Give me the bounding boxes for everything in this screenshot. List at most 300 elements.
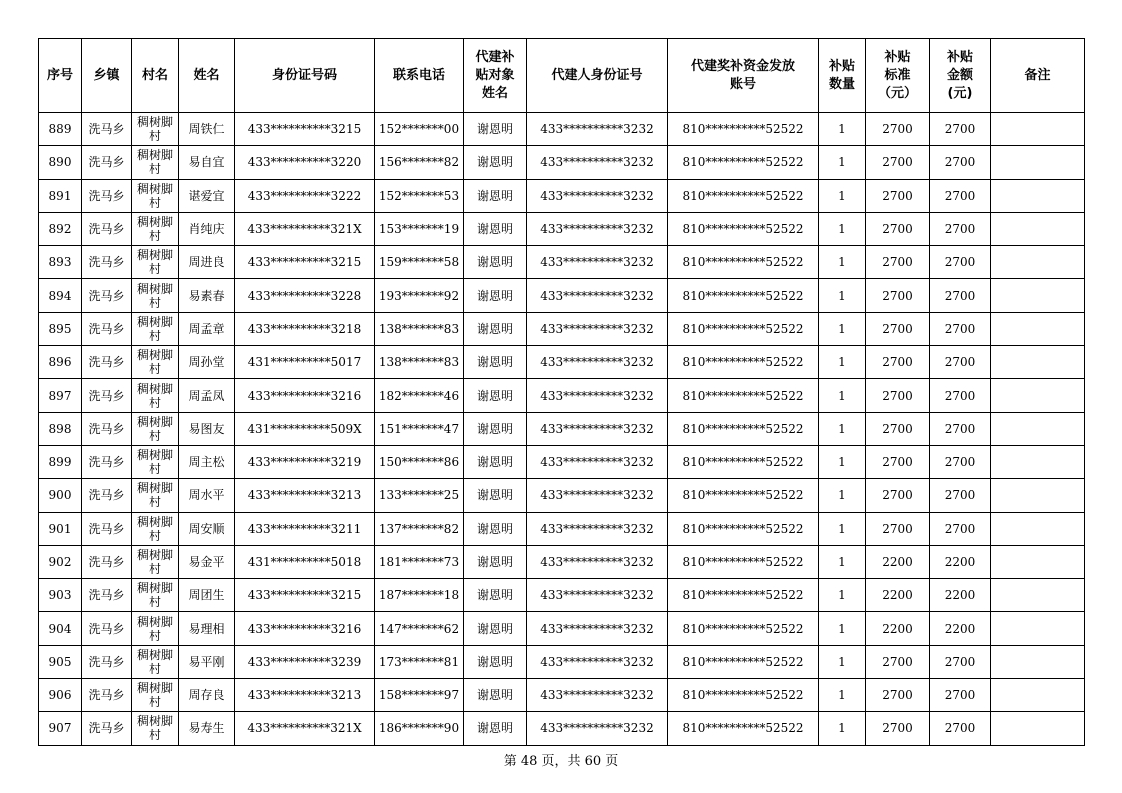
col-seq-cell: 892 <box>39 212 82 245</box>
col-remarks-cell <box>991 346 1085 379</box>
col-amount-cell: 2200 <box>930 579 991 612</box>
col-proxy-name-cell: 谢恩明 <box>464 113 527 146</box>
col-phone-cell: 147*******62 <box>375 612 464 645</box>
col-standard-cell: 2700 <box>866 146 930 179</box>
header-row <box>39 39 1085 113</box>
col-seq-cell: 897 <box>39 379 82 412</box>
col-phone-cell: 152*******00 <box>375 113 464 146</box>
col-name-cell: 周团生 <box>179 579 235 612</box>
col-seq-cell: 889 <box>39 113 82 146</box>
col-remarks-cell <box>991 146 1085 179</box>
table-row <box>39 113 1085 146</box>
col-proxy-name-cell: 谢恩明 <box>464 712 527 745</box>
col-remarks-cell <box>991 412 1085 445</box>
col-phone-cell: 182*******46 <box>375 379 464 412</box>
table-row <box>39 612 1085 645</box>
col-account-cell: 810**********52522 <box>668 146 819 179</box>
col-phone-cell: 186*******90 <box>375 712 464 745</box>
col-township-cell: 洗马乡 <box>82 512 132 545</box>
col-amount-cell: 2700 <box>930 512 991 545</box>
col-remarks-cell <box>991 645 1085 678</box>
col-standard-cell: 2200 <box>866 579 930 612</box>
subsidy-table <box>38 38 1085 746</box>
col-account-cell: 810**********52522 <box>668 445 819 478</box>
col-remarks-cell <box>991 246 1085 279</box>
col-amount-cell: 2700 <box>930 712 991 745</box>
col-phone-cell: 156*******82 <box>375 146 464 179</box>
col-standard-cell: 2700 <box>866 512 930 545</box>
col-proxy-name-cell: 谢恩明 <box>464 279 527 312</box>
col-quantity-cell: 1 <box>819 113 866 146</box>
col-remarks-cell <box>991 113 1085 146</box>
col-proxy-name-cell: 谢恩明 <box>464 512 527 545</box>
col-id-number-cell: 433**********3211 <box>235 512 375 545</box>
header-col-amount <box>930 39 991 113</box>
col-phone-cell: 187*******18 <box>375 579 464 612</box>
col-quantity-cell: 1 <box>819 645 866 678</box>
col-remarks-cell <box>991 312 1085 345</box>
col-quantity-cell: 1 <box>819 679 866 712</box>
col-account-cell: 810**********52522 <box>668 312 819 345</box>
header-label: （元） <box>877 85 917 101</box>
col-remarks-cell <box>991 179 1085 212</box>
col-proxy-id-cell: 433**********3232 <box>527 379 668 412</box>
col-id-number-cell: 433**********321X <box>235 212 375 245</box>
col-township-cell: 洗马乡 <box>82 545 132 578</box>
col-proxy-name-cell: 谢恩明 <box>464 312 527 345</box>
table-row <box>39 246 1085 279</box>
col-seq-cell: 902 <box>39 545 82 578</box>
col-seq-cell: 900 <box>39 479 82 512</box>
col-amount-cell: 2700 <box>930 379 991 412</box>
header-label: 村名 <box>141 67 168 83</box>
table-row <box>39 545 1085 578</box>
col-village-cell: 稠树脚村 <box>132 113 179 146</box>
col-village-cell: 稠树脚村 <box>132 479 179 512</box>
col-village-cell: 稠树脚村 <box>132 179 179 212</box>
col-id-number-cell: 433**********3213 <box>235 479 375 512</box>
col-account-cell: 810**********52522 <box>668 479 819 512</box>
col-phone-cell: 137*******82 <box>375 512 464 545</box>
col-phone-cell: 138*******83 <box>375 312 464 345</box>
col-account-cell: 810**********52522 <box>668 279 819 312</box>
col-id-number-cell: 431**********509X <box>235 412 375 445</box>
col-standard-cell: 2700 <box>866 246 930 279</box>
header-label: 金额 <box>946 67 973 83</box>
col-township-cell: 洗马乡 <box>82 479 132 512</box>
col-proxy-id-cell: 433**********3232 <box>527 179 668 212</box>
col-name-cell: 易平刚 <box>179 645 235 678</box>
col-remarks-cell <box>991 479 1085 512</box>
col-proxy-id-cell: 433**********3232 <box>527 113 668 146</box>
col-name-cell: 周孟凤 <box>179 379 235 412</box>
col-amount-cell: 2700 <box>930 246 991 279</box>
col-account-cell: 810**********52522 <box>668 346 819 379</box>
col-township-cell: 洗马乡 <box>82 179 132 212</box>
header-label: 代建补 <box>475 49 515 65</box>
col-id-number-cell: 433**********3218 <box>235 312 375 345</box>
col-proxy-id-cell: 433**********3232 <box>527 512 668 545</box>
col-proxy-id-cell: 433**********3232 <box>527 612 668 645</box>
header-label: 备注 <box>1024 67 1051 83</box>
col-township-cell: 洗马乡 <box>82 113 132 146</box>
col-quantity-cell: 1 <box>819 612 866 645</box>
col-amount-cell: 2700 <box>930 146 991 179</box>
col-village-cell: 稠树脚村 <box>132 445 179 478</box>
col-proxy-id-cell: 433**********3232 <box>527 445 668 478</box>
table-row <box>39 179 1085 212</box>
col-id-number-cell: 433**********3215 <box>235 246 375 279</box>
col-name-cell: 易图友 <box>179 412 235 445</box>
col-proxy-id-cell: 433**********3232 <box>527 679 668 712</box>
col-standard-cell: 2700 <box>866 712 930 745</box>
col-phone-cell: 153*******19 <box>375 212 464 245</box>
col-standard-cell: 2700 <box>866 312 930 345</box>
col-proxy-name-cell: 谢恩明 <box>464 645 527 678</box>
col-township-cell: 洗马乡 <box>82 445 132 478</box>
col-quantity-cell: 1 <box>819 146 866 179</box>
table-row <box>39 412 1085 445</box>
table-body <box>39 113 1085 746</box>
col-amount-cell: 2700 <box>930 412 991 445</box>
col-amount-cell: 2700 <box>930 346 991 379</box>
table-row <box>39 579 1085 612</box>
col-phone-cell: 150*******86 <box>375 445 464 478</box>
col-village-cell: 稠树脚村 <box>132 712 179 745</box>
col-quantity-cell: 1 <box>819 579 866 612</box>
header-label: 数量 <box>828 76 855 92</box>
col-phone-cell: 152*******53 <box>375 179 464 212</box>
col-seq-cell: 890 <box>39 146 82 179</box>
header-label: 标准 <box>884 67 911 83</box>
header-label: 补贴 <box>946 49 973 65</box>
col-quantity-cell: 1 <box>819 279 866 312</box>
col-village-cell: 稠树脚村 <box>132 146 179 179</box>
col-township-cell: 洗马乡 <box>82 246 132 279</box>
col-township-cell: 洗马乡 <box>82 312 132 345</box>
col-township-cell: 洗马乡 <box>82 579 132 612</box>
table-row <box>39 679 1085 712</box>
col-seq-cell: 896 <box>39 346 82 379</box>
header-col-township <box>82 39 132 113</box>
col-phone-cell: 173*******81 <box>375 645 464 678</box>
table-row <box>39 445 1085 478</box>
col-township-cell: 洗马乡 <box>82 346 132 379</box>
col-phone-cell: 138*******83 <box>375 346 464 379</box>
table-row <box>39 645 1085 678</box>
col-name-cell: 易自宜 <box>179 146 235 179</box>
col-quantity-cell: 1 <box>819 712 866 745</box>
header-label: 身份证号码 <box>271 67 337 83</box>
col-account-cell: 810**********52522 <box>668 645 819 678</box>
col-proxy-id-cell: 433**********3232 <box>527 346 668 379</box>
col-village-cell: 稠树脚村 <box>132 679 179 712</box>
col-remarks-cell <box>991 545 1085 578</box>
col-seq-cell: 904 <box>39 612 82 645</box>
col-proxy-name-cell: 谢恩明 <box>464 346 527 379</box>
col-proxy-name-cell: 谢恩明 <box>464 412 527 445</box>
col-township-cell: 洗马乡 <box>82 412 132 445</box>
col-seq-cell: 906 <box>39 679 82 712</box>
col-proxy-id-cell: 433**********3232 <box>527 579 668 612</box>
col-proxy-name-cell: 谢恩明 <box>464 212 527 245</box>
col-seq-cell: 901 <box>39 512 82 545</box>
col-amount-cell: 2200 <box>930 545 991 578</box>
col-name-cell: 周存良 <box>179 679 235 712</box>
col-standard-cell: 2700 <box>866 179 930 212</box>
col-proxy-id-cell: 433**********3232 <box>527 645 668 678</box>
col-amount-cell: 2700 <box>930 279 991 312</box>
col-account-cell: 810**********52522 <box>668 579 819 612</box>
col-amount-cell: 2700 <box>930 445 991 478</box>
table-row <box>39 146 1085 179</box>
table-row <box>39 312 1085 345</box>
col-amount-cell: 2700 <box>930 479 991 512</box>
col-name-cell: 谌爱宜 <box>179 179 235 212</box>
col-village-cell: 稠树脚村 <box>132 279 179 312</box>
col-id-number-cell: 433**********3228 <box>235 279 375 312</box>
col-standard-cell: 2700 <box>866 479 930 512</box>
col-name-cell: 易理相 <box>179 612 235 645</box>
col-amount-cell: 2700 <box>930 179 991 212</box>
col-proxy-id-cell: 433**********3232 <box>527 412 668 445</box>
col-account-cell: 810**********52522 <box>668 113 819 146</box>
col-seq-cell: 894 <box>39 279 82 312</box>
col-village-cell: 稠树脚村 <box>132 312 179 345</box>
col-id-number-cell: 433**********3239 <box>235 645 375 678</box>
header-label: 联系电话 <box>392 67 445 83</box>
col-name-cell: 易金平 <box>179 545 235 578</box>
col-township-cell: 洗马乡 <box>82 146 132 179</box>
col-account-cell: 810**********52522 <box>668 679 819 712</box>
col-standard-cell: 2200 <box>866 612 930 645</box>
col-name-cell: 周进良 <box>179 246 235 279</box>
col-name-cell: 易素春 <box>179 279 235 312</box>
col-phone-cell: 158*******97 <box>375 679 464 712</box>
header-label: 补贴 <box>828 58 855 74</box>
col-seq-cell: 895 <box>39 312 82 345</box>
header-label: 代建奖补资金发放 <box>690 58 795 74</box>
header-col-seq <box>39 39 82 113</box>
col-seq-cell: 907 <box>39 712 82 745</box>
table-row <box>39 212 1085 245</box>
col-quantity-cell: 1 <box>819 479 866 512</box>
col-proxy-name-cell: 谢恩明 <box>464 479 527 512</box>
table-row <box>39 712 1085 745</box>
col-standard-cell: 2700 <box>866 679 930 712</box>
col-quantity-cell: 1 <box>819 512 866 545</box>
col-seq-cell: 891 <box>39 179 82 212</box>
col-quantity-cell: 1 <box>819 312 866 345</box>
col-quantity-cell: 1 <box>819 346 866 379</box>
col-proxy-name-cell: 谢恩明 <box>464 579 527 612</box>
col-name-cell: 周铁仁 <box>179 113 235 146</box>
col-standard-cell: 2200 <box>866 545 930 578</box>
col-remarks-cell <box>991 445 1085 478</box>
col-account-cell: 810**********52522 <box>668 212 819 245</box>
col-standard-cell: 2700 <box>866 346 930 379</box>
col-township-cell: 洗马乡 <box>82 279 132 312</box>
table-row <box>39 479 1085 512</box>
col-quantity-cell: 1 <box>819 445 866 478</box>
col-proxy-id-cell: 433**********3232 <box>527 212 668 245</box>
col-proxy-name-cell: 谢恩明 <box>464 379 527 412</box>
header-col-standard <box>866 39 930 113</box>
page-number: 第 48 页，共 60 页 <box>503 754 619 769</box>
col-seq-cell: 905 <box>39 645 82 678</box>
col-village-cell: 稠树脚村 <box>132 645 179 678</box>
header-col-proxy-name <box>464 39 527 113</box>
col-account-cell: 810**********52522 <box>668 712 819 745</box>
col-account-cell: 810**********52522 <box>668 246 819 279</box>
col-remarks-cell <box>991 212 1085 245</box>
col-proxy-id-cell: 433**********3232 <box>527 246 668 279</box>
col-proxy-name-cell: 谢恩明 <box>464 246 527 279</box>
col-village-cell: 稠树脚村 <box>132 545 179 578</box>
col-remarks-cell <box>991 512 1085 545</box>
col-seq-cell: 903 <box>39 579 82 612</box>
col-id-number-cell: 433**********3213 <box>235 679 375 712</box>
col-name-cell: 周孙堂 <box>179 346 235 379</box>
header-label: 账号 <box>729 76 756 92</box>
col-proxy-id-cell: 433**********3232 <box>527 312 668 345</box>
col-amount-cell: 2200 <box>930 612 991 645</box>
col-village-cell: 稠树脚村 <box>132 412 179 445</box>
table-row <box>39 379 1085 412</box>
table-row <box>39 346 1085 379</box>
col-id-number-cell: 433**********3216 <box>235 612 375 645</box>
col-id-number-cell: 433**********321X <box>235 712 375 745</box>
col-village-cell: 稠树脚村 <box>132 379 179 412</box>
col-quantity-cell: 1 <box>819 412 866 445</box>
col-amount-cell: 2700 <box>930 679 991 712</box>
col-name-cell: 周孟章 <box>179 312 235 345</box>
col-account-cell: 810**********52522 <box>668 412 819 445</box>
col-name-cell: 肖纯庆 <box>179 212 235 245</box>
header-label: 姓名 <box>193 67 220 83</box>
col-township-cell: 洗马乡 <box>82 379 132 412</box>
col-quantity-cell: 1 <box>819 246 866 279</box>
col-phone-cell: 159*******58 <box>375 246 464 279</box>
col-account-cell: 810**********52522 <box>668 512 819 545</box>
col-proxy-name-cell: 谢恩明 <box>464 179 527 212</box>
col-standard-cell: 2700 <box>866 412 930 445</box>
col-phone-cell: 151*******47 <box>375 412 464 445</box>
col-standard-cell: 2700 <box>866 279 930 312</box>
col-township-cell: 洗马乡 <box>82 612 132 645</box>
col-id-number-cell: 433**********3222 <box>235 179 375 212</box>
header-label: 姓名 <box>481 85 508 101</box>
col-village-cell: 稠树脚村 <box>132 212 179 245</box>
col-village-cell: 稠树脚村 <box>132 246 179 279</box>
col-account-cell: 810**********52522 <box>668 612 819 645</box>
header-label: (元) <box>947 85 973 101</box>
header-col-village <box>132 39 179 113</box>
header-col-proxy-id <box>527 39 668 113</box>
col-township-cell: 洗马乡 <box>82 212 132 245</box>
header-col-quantity <box>819 39 866 113</box>
header-col-remarks <box>991 39 1085 113</box>
col-remarks-cell <box>991 612 1085 645</box>
col-quantity-cell: 1 <box>819 545 866 578</box>
col-proxy-name-cell: 谢恩明 <box>464 545 527 578</box>
col-proxy-id-cell: 433**********3232 <box>527 279 668 312</box>
col-name-cell: 周安顺 <box>179 512 235 545</box>
col-id-number-cell: 431**********5017 <box>235 346 375 379</box>
header-col-account <box>668 39 819 113</box>
col-quantity-cell: 1 <box>819 212 866 245</box>
header-label: 贴对象 <box>475 67 515 83</box>
col-township-cell: 洗马乡 <box>82 679 132 712</box>
header-col-name <box>179 39 235 113</box>
col-amount-cell: 2700 <box>930 312 991 345</box>
col-standard-cell: 2700 <box>866 445 930 478</box>
col-quantity-cell: 1 <box>819 379 866 412</box>
col-remarks-cell <box>991 579 1085 612</box>
col-standard-cell: 2700 <box>866 645 930 678</box>
col-id-number-cell: 433**********3219 <box>235 445 375 478</box>
col-account-cell: 810**********52522 <box>668 545 819 578</box>
col-standard-cell: 2700 <box>866 113 930 146</box>
col-remarks-cell <box>991 679 1085 712</box>
col-proxy-id-cell: 433**********3232 <box>527 479 668 512</box>
col-account-cell: 810**********52522 <box>668 379 819 412</box>
col-name-cell: 周主松 <box>179 445 235 478</box>
col-proxy-id-cell: 433**********3232 <box>527 146 668 179</box>
table-row <box>39 512 1085 545</box>
col-amount-cell: 2700 <box>930 113 991 146</box>
col-name-cell: 周水平 <box>179 479 235 512</box>
col-proxy-name-cell: 谢恩明 <box>464 146 527 179</box>
col-seq-cell: 898 <box>39 412 82 445</box>
col-phone-cell: 181*******73 <box>375 545 464 578</box>
header-label: 序号 <box>46 67 73 83</box>
col-account-cell: 810**********52522 <box>668 179 819 212</box>
col-quantity-cell: 1 <box>819 179 866 212</box>
col-village-cell: 稠树脚村 <box>132 346 179 379</box>
col-amount-cell: 2700 <box>930 212 991 245</box>
col-township-cell: 洗马乡 <box>82 712 132 745</box>
col-phone-cell: 133*******25 <box>375 479 464 512</box>
header-label: 乡镇 <box>93 67 120 83</box>
col-standard-cell: 2700 <box>866 379 930 412</box>
col-name-cell: 易寿生 <box>179 712 235 745</box>
col-proxy-id-cell: 433**********3232 <box>527 545 668 578</box>
col-remarks-cell <box>991 712 1085 745</box>
col-village-cell: 稠树脚村 <box>132 512 179 545</box>
col-proxy-name-cell: 谢恩明 <box>464 679 527 712</box>
col-amount-cell: 2700 <box>930 645 991 678</box>
col-remarks-cell <box>991 379 1085 412</box>
col-township-cell: 洗马乡 <box>82 645 132 678</box>
col-proxy-name-cell: 谢恩明 <box>464 445 527 478</box>
header-col-id-number <box>235 39 375 113</box>
header-label: 补贴 <box>884 49 911 65</box>
col-id-number-cell: 433**********3220 <box>235 146 375 179</box>
col-standard-cell: 2700 <box>866 212 930 245</box>
col-seq-cell: 899 <box>39 445 82 478</box>
col-remarks-cell <box>991 279 1085 312</box>
col-seq-cell: 893 <box>39 246 82 279</box>
col-id-number-cell: 433**********3215 <box>235 113 375 146</box>
header-label: 代建人身份证号 <box>551 67 643 83</box>
col-id-number-cell: 433**********3216 <box>235 379 375 412</box>
col-id-number-cell: 433**********3215 <box>235 579 375 612</box>
header-col-phone <box>375 39 464 113</box>
col-proxy-name-cell: 谢恩明 <box>464 612 527 645</box>
col-id-number-cell: 431**********5018 <box>235 545 375 578</box>
col-phone-cell: 193*******92 <box>375 279 464 312</box>
